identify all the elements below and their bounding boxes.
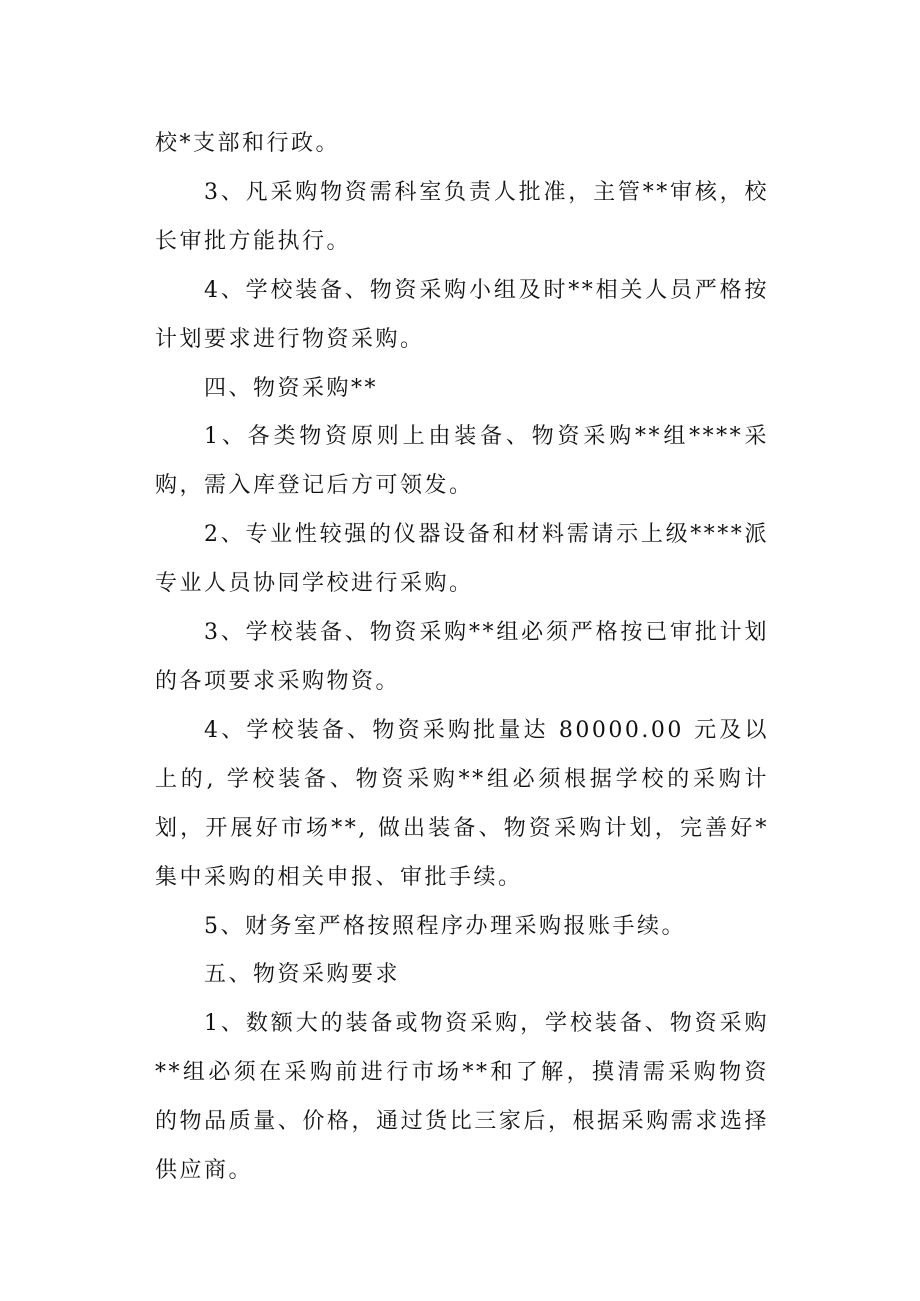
section-heading-4: 四、物资采购**: [204, 375, 379, 401]
paragraph-item-4: 4、学校装备、物资采购小组及时**相关人员严格按计划要求进行物资采购。: [155, 277, 769, 352]
paragraph-item-5: 5、财务室严格按照程序办理采购报账手续。: [204, 913, 686, 939]
paragraph-item-3b: 3、学校装备、物资采购**组必须严格按已审批计划的各项要求采购物资。: [155, 620, 769, 694]
document-body: [155, 120, 769, 1196]
paragraph-continuation: 校*支部和行政。: [155, 131, 341, 156]
paragraph-item-4b: 4、学校装备、物资采购批量达 80000.00 元及以上的, 学校装备、物资采购**组必须根据学校的采购计划，开展好市场**, 做出装备、物资采购计划，完善好*集中采购的相关申报、审批手续。: [155, 717, 769, 890]
paragraph-item-1b: 1、数额大的装备或物资采购，学校装备、物资采购**组必须在采购前进行市场**和了解，摸清需采购物资的物品质量、价格，通过货比三家后，根据采购需求选择供应商。: [155, 1011, 769, 1184]
section-heading-5: 五、物资采购要求: [204, 962, 401, 988]
paragraph-item-2: 2、专业性较强的仪器设备和材料需请示上级****派专业人员协同学校进行采购。: [155, 522, 769, 597]
paragraph-item-1: 1、各类物资原则上由装备、物资采购**组****采购，需入库登记后方可领发。: [155, 424, 769, 499]
paragraph-item-3: 3、凡采购物资需科室负责人批准，主管**审核，校长审批方能执行。: [155, 179, 769, 254]
